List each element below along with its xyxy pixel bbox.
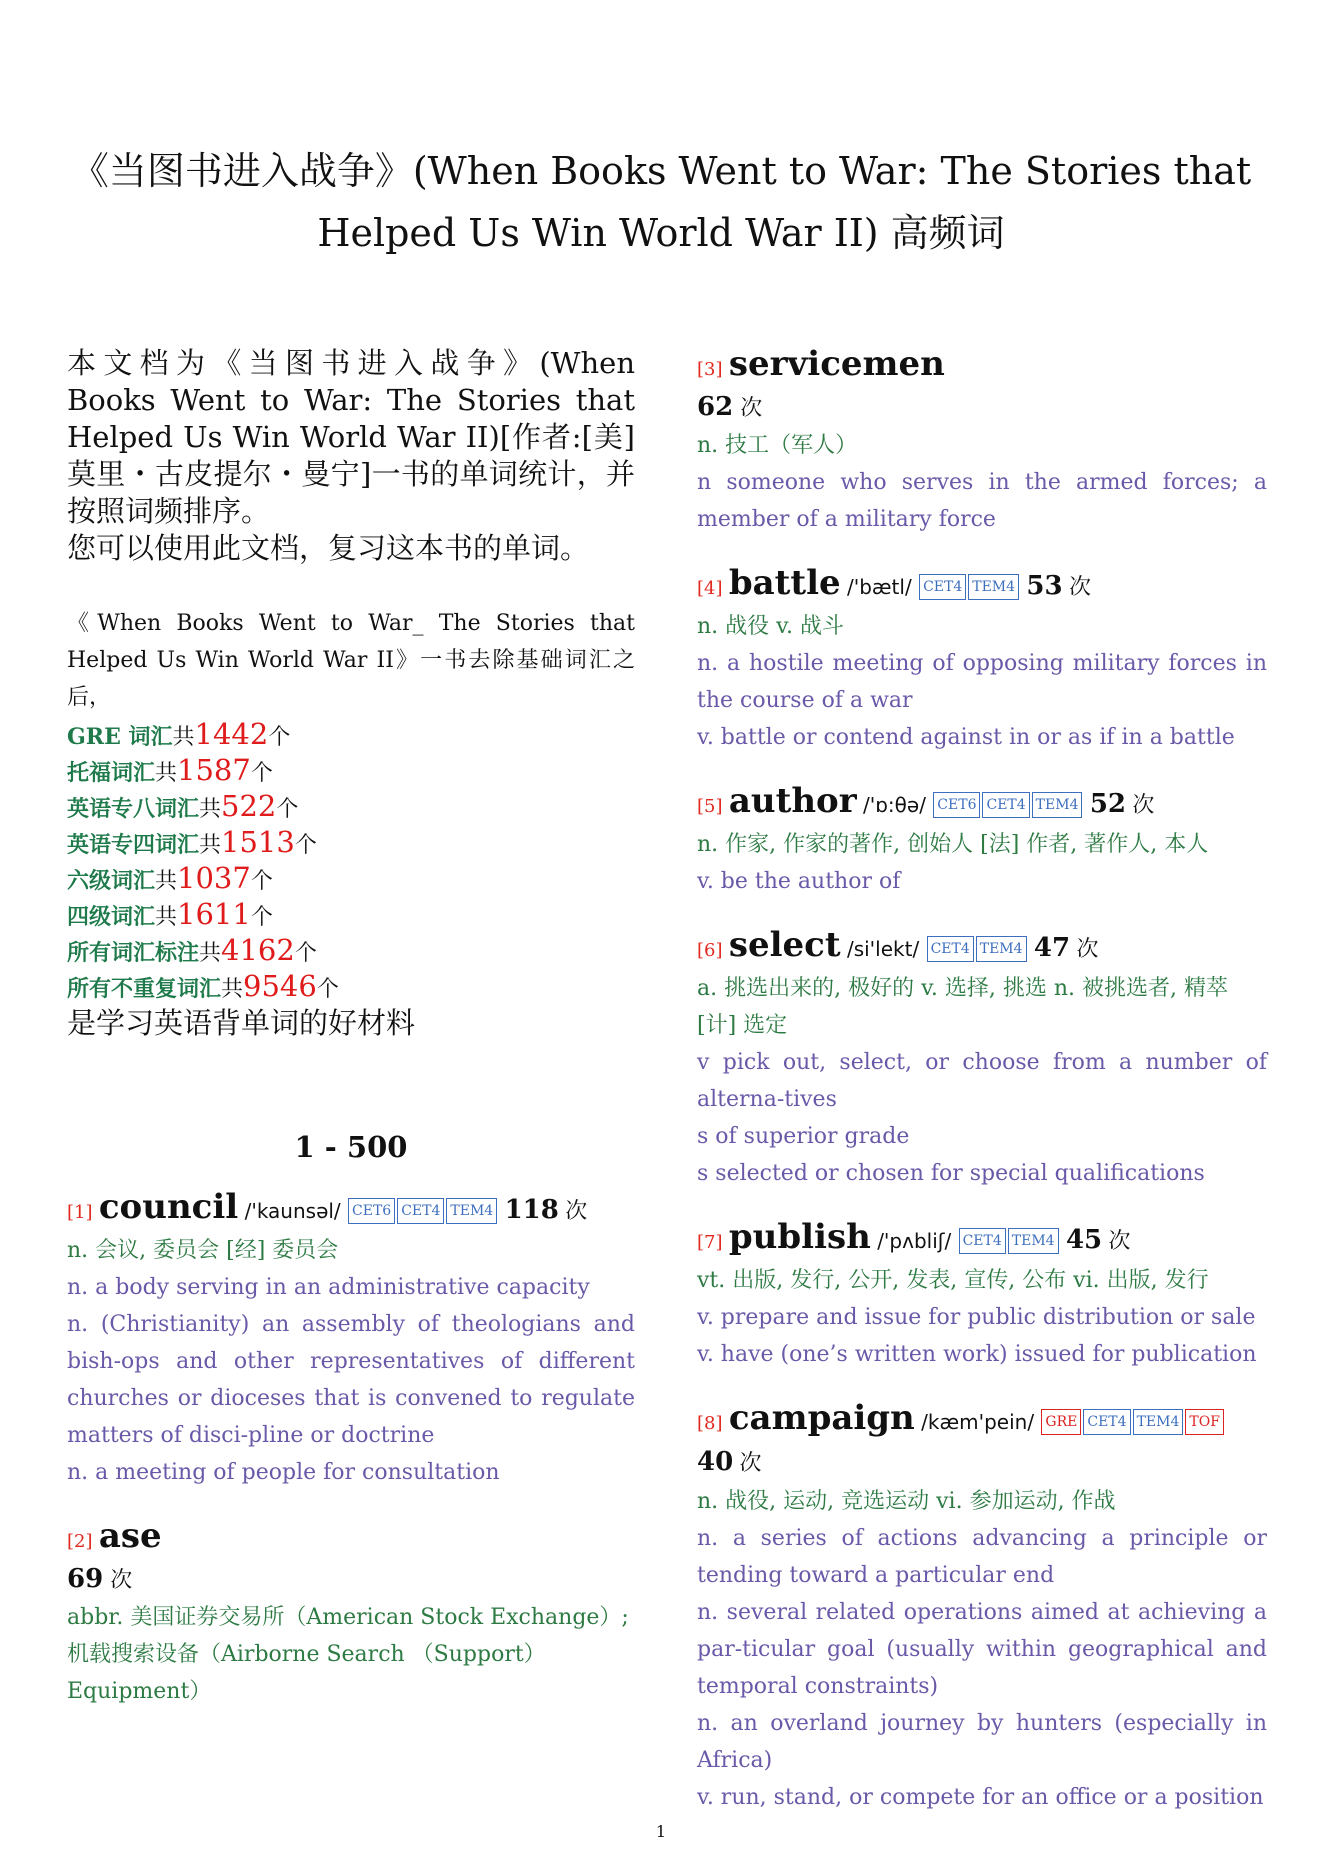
tag-badge: TEM4 (976, 936, 1027, 962)
tag-badge: GRE (1041, 1409, 1081, 1435)
entry-count: 118 (504, 1195, 559, 1225)
entry-word: ase (98, 1516, 162, 1556)
vocab-entry (697, 564, 1267, 756)
entry-head (697, 782, 1267, 826)
entry-en-definition: n. a body serving in an administrative capacity (67, 1275, 590, 1300)
intro-paragraph: 本文档为《当图书进入战争》(When Books Went to War: The Stories that Helped Us Win World War II)[作者:[美]莫里・古皮提尔・曼宁]一书的单词统计，并按照词频排序。 (67, 346, 635, 528)
stat-unit: 个 (276, 797, 299, 822)
vocab-entry (697, 926, 1267, 1192)
entry-head (697, 1399, 1267, 1483)
entry-en-definition: s of superior grade (697, 1124, 910, 1149)
entry-count: 62 (697, 392, 734, 422)
right-column (697, 345, 1267, 1842)
entry-index: [5] (697, 796, 723, 817)
entry-en-definition: n. a hostile meeting of opposing military forces in the course of a war (697, 651, 1267, 713)
tag-badge: CET4 (1083, 1409, 1130, 1435)
tag-badge: TEM4 (1008, 1228, 1059, 1254)
stat-toefl (67, 752, 635, 788)
stat-count: 1442 (194, 717, 269, 751)
stat-tem4 (67, 824, 635, 860)
entry-word: campaign (728, 1398, 915, 1438)
stat-unit: 个 (268, 725, 291, 750)
stat-label: 所有词汇标注 (67, 940, 200, 966)
page-number: 1 (655, 1822, 667, 1841)
stat-unit: 个 (316, 977, 339, 1002)
stat-count: 522 (221, 789, 277, 823)
vocab-entry (697, 345, 1267, 538)
vocab-entry (67, 1188, 635, 1491)
stat-label: 英语专八词汇 (67, 796, 200, 822)
entry-count: 52 (1089, 789, 1127, 819)
entry-cn-definition: n. 战役, 运动, 竞选运动 vi. 参加运动, 作战 (697, 1489, 1116, 1514)
stat-gong: 共 (199, 833, 222, 858)
entry-phonetic: /'bætl/ (846, 575, 912, 599)
entry-count: 69 (67, 1564, 104, 1594)
stat-unit: 个 (294, 833, 317, 858)
entry-en-definition: n. a meeting of people for consultation (67, 1460, 500, 1485)
entry-head (697, 345, 1267, 389)
stat-gong: 共 (155, 905, 178, 930)
entry-index: [6] (697, 940, 723, 961)
stat-count: 1513 (221, 825, 295, 859)
count-suffix: 次 (1132, 793, 1155, 818)
stat-label: 六级词汇 (67, 868, 156, 894)
count-suffix: 次 (565, 1199, 588, 1224)
stat-gong: 共 (172, 725, 195, 750)
entry-cn-definition: abbr. 美国证券交易所（American Stock Exchange）; 机载搜索设备（Airborne Search （Support）Equipment） (67, 1605, 629, 1704)
stat-gong: 共 (221, 977, 244, 1002)
stat-count: 1587 (177, 753, 251, 787)
vocab-entry (67, 1517, 635, 1710)
count-suffix: 次 (1076, 937, 1099, 962)
entry-en-definition: v. run, stand, or compete for an office or a position (697, 1785, 1264, 1810)
entry-cn-definition: n. 技工（军人） (697, 433, 858, 458)
tag-badge: TEM4 (1032, 792, 1083, 818)
vocab-entry (697, 1399, 1267, 1816)
stat-label: 所有不重复词汇 (67, 976, 222, 1002)
tag-badge: TEM4 (446, 1198, 497, 1224)
stat-count: 9546 (243, 969, 317, 1003)
tag-badge: CET6 (933, 792, 980, 818)
intro-closing: 是学习英语背单词的好材料 (67, 1006, 416, 1040)
entry-phonetic: /kæm'pein/ (921, 1410, 1035, 1434)
left-column (67, 345, 635, 1736)
entry-en-definition: v. prepare and issue for public distribution or sale (697, 1305, 1256, 1330)
entry-count: 40 (697, 1447, 734, 1477)
entry-head (697, 564, 1267, 608)
entry-cn-definition: vt. 出版, 发行, 公开, 发表, 宣传, 公布 vi. 出版, 发行 (697, 1268, 1209, 1293)
entry-en-definition: v pick out, select, or choose from a number of alterna-tives (697, 1050, 1267, 1112)
entry-en-definition: s selected or chosen for special qualifications (697, 1161, 1205, 1186)
entry-en-definition: n. an overland journey by hunters (especially in Africa) (697, 1711, 1267, 1773)
intro-summary: 《When Books Went to War_ The Stories that Helped Us Win World War II》一书去除基础词汇之后， (67, 611, 635, 710)
entry-index: [2] (67, 1531, 93, 1552)
stat-gong: 共 (199, 797, 222, 822)
entry-index: [8] (697, 1413, 723, 1434)
entry-cn-definition: n. 作家, 作家的著作, 创始人 [法] 作者, 著作人, 本人 (697, 832, 1209, 857)
stat-gre (67, 716, 635, 752)
entry-head (697, 1218, 1267, 1262)
stat-label: 托福词汇 (67, 760, 156, 786)
vocab-entry (697, 1218, 1267, 1373)
stat-gong: 共 (199, 941, 222, 966)
stat-cet4 (67, 896, 635, 932)
tag-badge: CET4 (919, 574, 966, 600)
entry-word: servicemen (728, 344, 945, 384)
entry-en-definition: v. battle or contend against in or as if in a battle (697, 725, 1235, 750)
entry-head (67, 1517, 635, 1561)
entry-index: [3] (697, 359, 723, 380)
count-suffix: 次 (1108, 1229, 1131, 1254)
tag-badge: CET4 (959, 1228, 1006, 1254)
entry-phonetic: /'pʌbliʃ/ (877, 1229, 952, 1253)
tag-badge: CET4 (927, 936, 974, 962)
stat-unit: 个 (250, 761, 273, 786)
tag-badge: TEM4 (968, 574, 1019, 600)
stat-count: 1611 (177, 897, 251, 931)
stat-tem8 (67, 788, 635, 824)
tag-badge: TOF (1185, 1409, 1224, 1435)
stat-label: GRE 词汇 (67, 724, 173, 750)
entry-word: council (98, 1187, 239, 1227)
entry-count: 53 (1026, 571, 1063, 601)
stat-unit: 个 (250, 905, 273, 930)
stat-gong: 共 (155, 761, 178, 786)
entry-en-definition: n. (Christianity) an assembly of theologians and bish-ops and other representatives of different churches or dioceses that is convened to regulate matters of disci-pline or doctrine (67, 1312, 635, 1448)
page-title: 《当图书进入战争》(When Books Went to War: The Stories that Helped Us Win World War II) 高频词 (70, 149, 1252, 255)
entry-head (67, 1188, 635, 1232)
stat-label: 四级词汇 (67, 904, 156, 930)
entry-count: 45 (1065, 1225, 1103, 1255)
stat-all-unique (67, 968, 635, 1004)
tag-badge: CET6 (348, 1198, 395, 1224)
count-suffix: 次 (110, 1568, 133, 1593)
entry-count-line (697, 389, 1267, 427)
entry-phonetic: /si'lekt/ (846, 937, 920, 961)
entry-word: author (728, 781, 857, 821)
entry-index: [1] (67, 1202, 93, 1223)
count-suffix: 次 (739, 1451, 762, 1476)
vocab-entry (697, 782, 1267, 900)
entry-cn-definition: n. 战役 v. 战斗 (697, 614, 844, 639)
entry-word: battle (728, 563, 841, 603)
entry-index: [4] (697, 578, 723, 599)
entry-cn-definition: n. 会议, 委员会 [经] 委员会 (67, 1238, 339, 1263)
entry-en-definition: v. have (one’s written work) issued for publication (697, 1342, 1257, 1367)
entry-cn-definition: a. 挑选出来的, 极好的 v. 选择, 挑选 n. 被挑选者, 精萃 [计] 选定 (697, 976, 1229, 1038)
tag-badge: CET4 (982, 792, 1029, 818)
entry-en-definition: n someone who serves in the armed forces; a member of a military force (697, 470, 1267, 532)
stat-gong: 共 (155, 869, 178, 894)
stat-cet6 (67, 860, 635, 896)
intro-usage: 您可以使用此文档，复习这本书的单词。 (67, 531, 590, 565)
entry-head (697, 926, 1267, 970)
tag-badge: CET4 (397, 1198, 444, 1224)
entry-count-line (67, 1561, 635, 1599)
stat-label: 英语专四词汇 (67, 832, 200, 858)
entry-en-definition: v. be the author of (697, 869, 901, 894)
entry-en-definition: n. several related operations aimed at achieving a par-ticular goal (usually within geographical and temporal constraints) (697, 1600, 1267, 1699)
entry-index: [7] (697, 1232, 723, 1253)
count-suffix: 次 (1068, 575, 1091, 600)
entry-phonetic: /'kaunsəl/ (244, 1199, 341, 1223)
stat-unit: 个 (250, 869, 273, 894)
entry-en-definition: n. a series of actions advancing a principle or tending toward a particular end (697, 1526, 1267, 1588)
entry-word: select (728, 925, 841, 965)
entry-word: publish (728, 1217, 871, 1257)
entry-count: 47 (1033, 933, 1071, 963)
stat-all-tagged (67, 932, 635, 968)
entry-phonetic: /'ɒ:θə/ (862, 793, 926, 817)
stat-count: 4162 (221, 933, 295, 967)
stat-count: 1037 (177, 861, 251, 895)
range-heading: 1 - 500 (294, 1130, 408, 1164)
tag-badge: TEM4 (1133, 1409, 1184, 1435)
count-suffix: 次 (740, 396, 763, 421)
stat-unit: 个 (294, 941, 317, 966)
